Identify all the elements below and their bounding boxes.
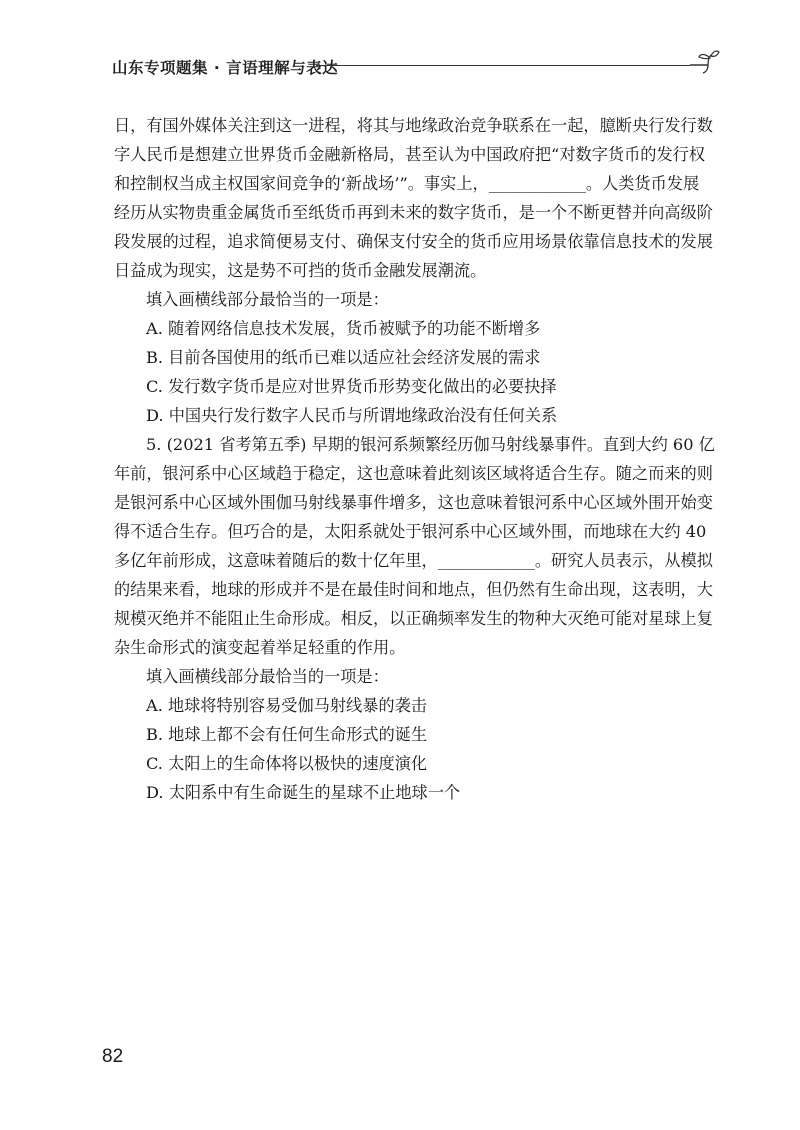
running-header <box>112 50 720 80</box>
sprout-icon <box>686 50 720 74</box>
passage-line: 杂生命形式的演变起着举足轻重的作用。 <box>114 638 406 657</box>
passage-line: 的结果来看，地球的形成并不是在最佳时间和地点，但仍然有生命出现，这表明，大 <box>114 580 713 599</box>
question-5-prompt: 填入画横线部分最恰当的一项是： <box>146 667 389 686</box>
page-number: 82 <box>102 1046 124 1067</box>
question-4-prompt: 填入画横线部分最恰当的一项是： <box>146 290 389 309</box>
passage-line: 年前，银河系中心区域趋于稳定，这也意味着此刻该区域将适合生存。随之而来的则 <box>114 464 713 483</box>
question-4-option-b: B. 目前各国使用的纸币已难以适应社会经济发展的需求 <box>146 348 541 367</box>
question-4-option-d: D. 中国央行发行数字人民币与所谓地缘政治没有任何关系 <box>146 406 558 425</box>
passage-line: 和控制权当成主权国家间竞争的‘新战场’”。事实上，____________。人类货币发展 <box>114 174 700 193</box>
passage-line: 段发展的过程，追求简便易支付、确保支付安全的货币应用场景依靠信息技术的发展 <box>114 232 713 251</box>
passage-line: 5. (2021 省考第五季) 早期的银河系频繁经历伽马射线暴事件。直到大约 60 亿 <box>146 435 715 454</box>
question-4-option-c: C. 发行数字货币是应对世界货币形势变化做出的必要抉择 <box>146 377 557 396</box>
passage-line: 日，有国外媒体关注到这一进程，将其与地缘政治竞争联系在一起，臆断央行发行数 <box>114 116 713 135</box>
passage-line: 是银河系中心区域外围伽马射线暴事件增多，这也意味着银河系中心区域外围开始变 <box>114 493 713 512</box>
passage-line: 得不适合生存。但巧合的是，太阳系就处于银河系中心区域外围，而地球在大约 40 <box>114 522 707 541</box>
question-4-option-a: A. 随着网络信息技术发展，货币被赋予的功能不断增多 <box>146 319 541 338</box>
passage-line: 日益成为现实，这是势不可挡的货币金融发展潮流。 <box>114 261 487 280</box>
question-5-option-d: D. 太阳系中有生命诞生的星球不止地球一个 <box>146 783 461 802</box>
header-title: 山东专项题集 · 言语理解与表达 <box>112 59 339 77</box>
question-5-passage <box>114 430 714 662</box>
question-5-option-a: A. 地球将特别容易受伽马射线暴的袭击 <box>146 696 427 715</box>
passage-line: 经历从实物贵重金属货币至纸货币再到未来的数字货币，是一个不断更替并向高级阶 <box>114 203 713 222</box>
page-content <box>114 111 714 807</box>
passage-line: 规模灭绝并不能阻止生命形成。相反，以正确频率发生的物种大灭绝可能对星球上复 <box>114 609 713 628</box>
question-5-option-b: B. 地球上都不会有任何生命形式的诞生 <box>146 725 428 744</box>
question-4-passage <box>114 111 714 285</box>
header-rule <box>316 65 690 66</box>
question-5-option-c: C. 太阳上的生命体将以极快的速度演化 <box>146 754 428 773</box>
passage-line: 字人民币是想建立世界货币金融新格局，甚至认为中国政府把“对数字货币的发行权 <box>114 145 706 164</box>
passage-line: 多亿年前形成，这意味着随后的数十亿年里，____________。研究人员表示，从模拟 <box>114 551 713 570</box>
